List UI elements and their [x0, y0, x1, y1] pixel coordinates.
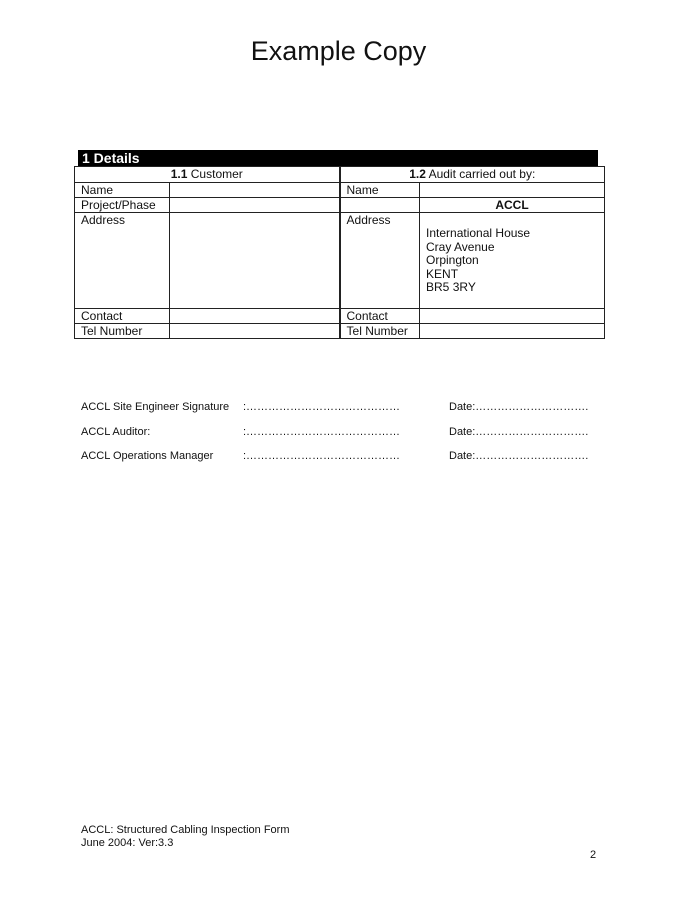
auditor-contact-value[interactable] [420, 309, 605, 324]
address-line: Orpington [426, 253, 479, 267]
signature-label: ACCL Operations Manager [81, 450, 214, 462]
auditor-blank [340, 198, 420, 213]
date-line[interactable]: Date:…………………………. [449, 426, 589, 438]
page-number: 2 [590, 849, 597, 861]
signature-row [81, 401, 589, 413]
customer-tel-value[interactable] [170, 324, 340, 339]
auditor-address-value [420, 213, 605, 309]
customer-address-label: Address [75, 213, 170, 309]
date-line[interactable]: Date:…………………………. [449, 450, 589, 462]
auditor-name-label: Name [340, 183, 420, 198]
customer-name-label: Name [75, 183, 170, 198]
signature-row [81, 450, 589, 462]
address-line: BR5 3RY [426, 280, 476, 294]
footer-version: June 2004: Ver:3.3 [81, 837, 174, 849]
auditor-header: 1.2 Audit carried out by: [340, 167, 605, 183]
auditor-contact-label: Contact [340, 309, 420, 324]
auditor-address-label: Address [340, 213, 420, 309]
audit-company: ACCL [420, 198, 605, 213]
date-line[interactable]: Date:…………………………. [449, 401, 589, 413]
section-heading: 1 Details [78, 150, 598, 167]
address-line: International House [426, 226, 531, 240]
signature-line[interactable]: :…………………………………… [243, 450, 401, 462]
signature-label: ACCL Auditor: [81, 426, 151, 438]
customer-contact-label: Contact [75, 309, 170, 324]
customer-header: 1.1 Customer [75, 167, 340, 183]
footer-form-name: ACCL: Structured Cabling Inspection Form [81, 824, 290, 836]
signature-label: ACCL Site Engineer Signature [81, 401, 230, 413]
customer-contact-value[interactable] [170, 309, 340, 324]
auditor-name-value[interactable] [420, 183, 605, 198]
customer-address-value[interactable] [170, 213, 340, 309]
signature-line[interactable]: :…………………………………… [243, 401, 401, 413]
signature-row [81, 426, 589, 438]
customer-tel-label: Tel Number [75, 324, 170, 339]
footer [81, 824, 289, 850]
address-line: KENT [426, 266, 459, 281]
address-line: Cray Avenue [426, 239, 495, 254]
auditor-tel-label: Tel Number [340, 324, 420, 339]
details-table [74, 166, 605, 339]
signature-line[interactable]: :…………………………………… [243, 426, 401, 438]
customer-name-value[interactable] [170, 183, 340, 198]
page-title: Example Copy [250, 36, 427, 66]
auditor-tel-value[interactable] [420, 324, 605, 339]
project-label: Project/Phase [75, 198, 170, 213]
project-value[interactable] [170, 198, 340, 213]
